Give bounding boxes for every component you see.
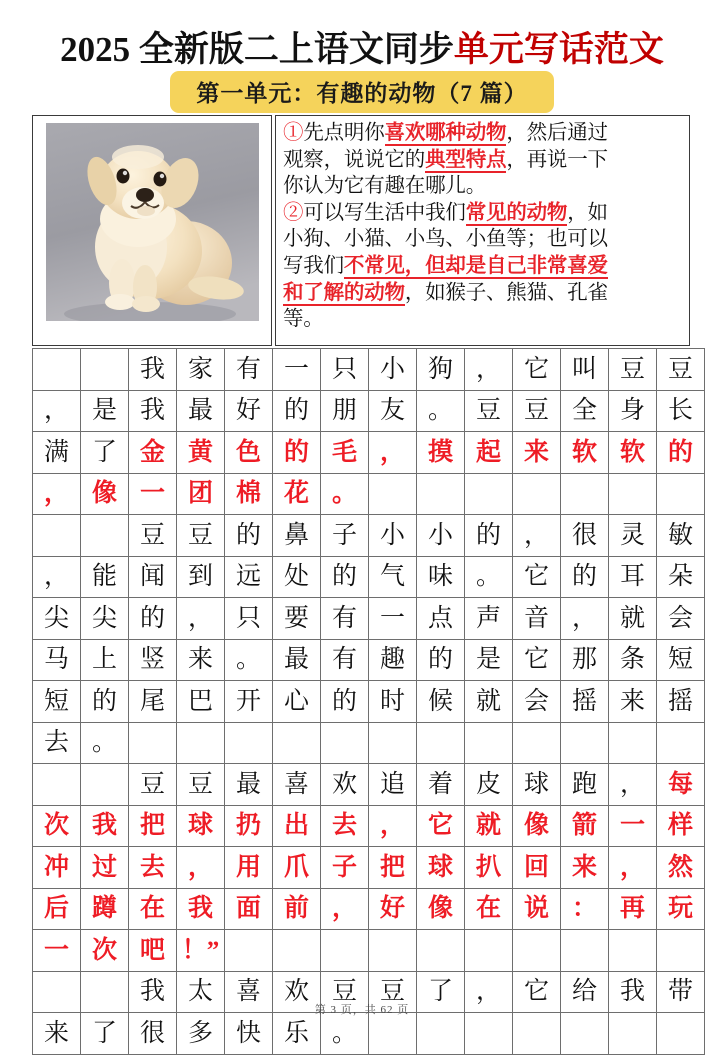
- grid-cell[interactable]: [369, 930, 417, 972]
- grid-row: [33, 1013, 705, 1055]
- grid-cell[interactable]: [369, 473, 417, 515]
- grid-row: [33, 432, 705, 474]
- grid-cell[interactable]: 来: [561, 847, 609, 889]
- puppy-photo: [46, 123, 259, 321]
- grid-row: [33, 349, 705, 391]
- grid-cell[interactable]: [369, 1013, 417, 1055]
- instruction-box: [275, 115, 690, 346]
- grid-cell[interactable]: 很: [129, 1013, 177, 1055]
- grid-row: [33, 888, 705, 930]
- grid-cell[interactable]: 家: [177, 349, 225, 391]
- grid-cell[interactable]: 很: [561, 515, 609, 557]
- grid-cell[interactable]: 的: [273, 390, 321, 432]
- grid-cell[interactable]: 团: [177, 473, 225, 515]
- grid-cell[interactable]: 最: [273, 639, 321, 681]
- grid-row: [33, 930, 705, 972]
- grid-cell[interactable]: ，: [465, 971, 513, 1013]
- grid-cell[interactable]: [513, 722, 561, 764]
- grid-cell[interactable]: 把: [369, 847, 417, 889]
- grid-cell[interactable]: 起: [465, 432, 513, 474]
- grid-cell[interactable]: 小: [417, 515, 465, 557]
- grid-cell[interactable]: 欢: [273, 971, 321, 1013]
- grid-cell[interactable]: 追: [369, 764, 417, 806]
- grid-cell[interactable]: 就: [465, 805, 513, 847]
- grid-cell[interactable]: [561, 930, 609, 972]
- grid-cell[interactable]: ，: [321, 888, 369, 930]
- grid-cell[interactable]: [609, 930, 657, 972]
- grid-cell[interactable]: 球: [177, 805, 225, 847]
- grid-cell[interactable]: 爪: [273, 847, 321, 889]
- grid-cell[interactable]: 。: [321, 473, 369, 515]
- instruction-plain: ，如: [567, 201, 608, 224]
- grid-cell[interactable]: 叫: [561, 349, 609, 391]
- grid-cell[interactable]: 会: [657, 598, 705, 640]
- grid-cell[interactable]: [417, 722, 465, 764]
- grid-cell[interactable]: 小: [369, 515, 417, 557]
- grid-cell[interactable]: 去: [321, 805, 369, 847]
- grid-cell[interactable]: 气: [369, 556, 417, 598]
- grid-cell[interactable]: 来: [609, 681, 657, 723]
- grid-cell[interactable]: 像: [513, 805, 561, 847]
- grid-cell[interactable]: [273, 722, 321, 764]
- grid-cell[interactable]: 有: [225, 349, 273, 391]
- grid-cell[interactable]: ，: [513, 515, 561, 557]
- grid-cell[interactable]: 的: [321, 556, 369, 598]
- grid-cell[interactable]: 处: [273, 556, 321, 598]
- grid-cell[interactable]: 扒: [465, 847, 513, 889]
- grid-cell[interactable]: 摇: [561, 681, 609, 723]
- grid-cell[interactable]: [417, 1013, 465, 1055]
- grid-cell[interactable]: 黄: [177, 432, 225, 474]
- instruction-plain: 你认为它有趣在哪儿。: [283, 175, 486, 198]
- instruction-plain: 观察，说说它的: [283, 148, 426, 171]
- grid-cell[interactable]: 扔: [225, 805, 273, 847]
- grid-cell[interactable]: 软: [609, 432, 657, 474]
- grid-cell[interactable]: 尖: [33, 598, 81, 640]
- grid-cell[interactable]: 要: [273, 598, 321, 640]
- grid-cell[interactable]: 一: [369, 598, 417, 640]
- grid-cell[interactable]: [321, 722, 369, 764]
- grid-cell[interactable]: 出: [273, 805, 321, 847]
- grid-cell[interactable]: ，: [177, 847, 225, 889]
- grid-cell[interactable]: 喜: [225, 971, 273, 1013]
- instruction-line: [283, 120, 682, 147]
- grid-cell[interactable]: 来: [177, 639, 225, 681]
- grid-row: [33, 598, 705, 640]
- grid-cell[interactable]: 的: [225, 515, 273, 557]
- grid-cell[interactable]: 会: [513, 681, 561, 723]
- instruction-plain: 先点明你: [303, 122, 385, 144]
- grid-cell[interactable]: [33, 515, 81, 557]
- grid-cell[interactable]: 巴: [177, 681, 225, 723]
- grid-cell[interactable]: [465, 473, 513, 515]
- instruction-line: [283, 306, 682, 333]
- grid-cell[interactable]: 球: [417, 847, 465, 889]
- grid-cell[interactable]: ，: [465, 349, 513, 391]
- grid-row: [33, 681, 705, 723]
- grid-cell[interactable]: 豆: [369, 971, 417, 1013]
- grid-cell[interactable]: 友: [369, 390, 417, 432]
- header-content-row: [32, 115, 690, 346]
- grid-cell[interactable]: 是: [465, 639, 513, 681]
- grid-cell[interactable]: ，: [561, 598, 609, 640]
- grid-cell[interactable]: 吧: [129, 930, 177, 972]
- grid-cell[interactable]: 开: [225, 681, 273, 723]
- grid-cell[interactable]: [273, 930, 321, 972]
- grid-cell[interactable]: 一: [273, 349, 321, 391]
- grid-cell[interactable]: 到: [177, 556, 225, 598]
- grid-cell[interactable]: 的: [465, 515, 513, 557]
- grid-cell[interactable]: 来: [33, 1013, 81, 1055]
- grid-cell[interactable]: [129, 722, 177, 764]
- grid-cell[interactable]: 朋: [321, 390, 369, 432]
- grid-cell[interactable]: 就: [609, 598, 657, 640]
- grid-cell[interactable]: 它: [417, 805, 465, 847]
- grid-cell[interactable]: 是: [81, 390, 129, 432]
- grid-cell[interactable]: 最: [225, 764, 273, 806]
- grid-cell[interactable]: 豆: [129, 764, 177, 806]
- grid-cell[interactable]: 过: [81, 847, 129, 889]
- grid-row: [33, 390, 705, 432]
- grid-cell[interactable]: 像: [81, 473, 129, 515]
- grid-cell[interactable]: [417, 473, 465, 515]
- unit-banner-container: [0, 71, 724, 113]
- page-title-red: 单元写话范文: [453, 30, 664, 69]
- grid-cell[interactable]: 候: [417, 681, 465, 723]
- grid-cell[interactable]: 条: [609, 639, 657, 681]
- grid-cell[interactable]: 马: [33, 639, 81, 681]
- grid-cell[interactable]: [609, 473, 657, 515]
- grid-cell[interactable]: 狗: [417, 349, 465, 391]
- grid-cell[interactable]: [513, 1013, 561, 1055]
- grid-cell[interactable]: 摸: [417, 432, 465, 474]
- grid-cell[interactable]: 尾: [129, 681, 177, 723]
- grid-cell[interactable]: 再: [609, 888, 657, 930]
- grid-cell[interactable]: 上: [81, 639, 129, 681]
- instruction-highlight: 常见的动物: [465, 201, 568, 224]
- grid-cell[interactable]: [33, 349, 81, 391]
- grid-cell[interactable]: 玩: [657, 888, 705, 930]
- grid-cell[interactable]: 的: [273, 432, 321, 474]
- grid-cell[interactable]: 全: [561, 390, 609, 432]
- grid-cell[interactable]: [513, 473, 561, 515]
- instruction-highlight: 典型特点: [425, 148, 507, 171]
- grid-cell[interactable]: 心: [273, 681, 321, 723]
- grid-cell[interactable]: 回: [513, 847, 561, 889]
- unit-banner-label: 第一单元：有趣的动物（7 篇）: [170, 71, 553, 113]
- grid-cell[interactable]: 竖: [129, 639, 177, 681]
- grid-cell[interactable]: [225, 930, 273, 972]
- grid-cell[interactable]: 。: [225, 639, 273, 681]
- page-title-black: 2025 全新版二上语文同步: [60, 30, 454, 69]
- grid-cell[interactable]: 远: [225, 556, 273, 598]
- grid-row: [33, 847, 705, 889]
- instruction-plain: ，然后通过: [506, 122, 608, 144]
- grid-cell[interactable]: 鼻: [273, 515, 321, 557]
- instruction-bullet-number: ①: [283, 122, 304, 144]
- grid-cell[interactable]: 它: [513, 971, 561, 1013]
- grid-cell[interactable]: 每: [657, 764, 705, 806]
- grid-cell[interactable]: [369, 722, 417, 764]
- grid-cell[interactable]: 朵: [657, 556, 705, 598]
- instruction-text: [283, 120, 682, 333]
- grid-cell[interactable]: [465, 722, 513, 764]
- grid-cell[interactable]: 色: [225, 432, 273, 474]
- grid-cell[interactable]: 一: [33, 930, 81, 972]
- grid-cell[interactable]: 子: [321, 847, 369, 889]
- grid-cell[interactable]: 身: [609, 390, 657, 432]
- grid-cell[interactable]: 点: [417, 598, 465, 640]
- grid-cell[interactable]: 它: [513, 556, 561, 598]
- grid-cell[interactable]: 去: [33, 722, 81, 764]
- instruction-plain: 可以写生活中我们: [303, 201, 466, 224]
- grid-cell[interactable]: ，: [33, 473, 81, 515]
- grid-cell[interactable]: 敏: [657, 515, 705, 557]
- grid-cell[interactable]: 豆: [513, 390, 561, 432]
- grid-cell[interactable]: 软: [561, 432, 609, 474]
- grid-cell[interactable]: 金: [129, 432, 177, 474]
- grid-cell[interactable]: 它: [513, 349, 561, 391]
- grid-cell[interactable]: 我: [129, 971, 177, 1013]
- grid-cell[interactable]: 喜: [273, 764, 321, 806]
- grid-cell[interactable]: 来: [513, 432, 561, 474]
- grid-cell[interactable]: 豆: [321, 971, 369, 1013]
- grid-cell[interactable]: 好: [225, 390, 273, 432]
- grid-cell[interactable]: 花: [273, 473, 321, 515]
- grid-cell[interactable]: 的: [81, 681, 129, 723]
- grid-cell[interactable]: 用: [225, 847, 273, 889]
- grid-cell[interactable]: 的: [561, 556, 609, 598]
- grid-cell[interactable]: 冲: [33, 847, 81, 889]
- grid-cell[interactable]: [177, 722, 225, 764]
- grid-cell[interactable]: 把: [129, 805, 177, 847]
- grid-cell[interactable]: 次: [33, 805, 81, 847]
- grid-cell[interactable]: 前: [273, 888, 321, 930]
- grid-cell[interactable]: ，: [369, 432, 417, 474]
- grid-cell[interactable]: [81, 515, 129, 557]
- grid-cell[interactable]: 。: [321, 1013, 369, 1055]
- grid-cell[interactable]: 就: [465, 681, 513, 723]
- grid-cell[interactable]: 的: [417, 639, 465, 681]
- grid-cell[interactable]: 的: [321, 681, 369, 723]
- grid-row: [33, 515, 705, 557]
- instruction-plain: ，再说一下: [506, 148, 608, 171]
- grid-cell[interactable]: 豆: [657, 349, 705, 391]
- grid-cell[interactable]: 短: [33, 681, 81, 723]
- grid-cell[interactable]: 多: [177, 1013, 225, 1055]
- grid-cell[interactable]: 我: [609, 971, 657, 1013]
- grid-cell[interactable]: ！”: [177, 930, 225, 972]
- grid-cell[interactable]: 在: [465, 888, 513, 930]
- grid-cell[interactable]: 皮: [465, 764, 513, 806]
- grid-cell[interactable]: ，: [609, 847, 657, 889]
- page-title: [0, 22, 724, 72]
- grid-cell[interactable]: 去: [129, 847, 177, 889]
- writing-grid: [32, 348, 705, 1055]
- grid-cell[interactable]: 。: [81, 722, 129, 764]
- grid-cell[interactable]: 一: [129, 473, 177, 515]
- grid-cell[interactable]: 了: [417, 971, 465, 1013]
- grid-cell[interactable]: 最: [177, 390, 225, 432]
- grid-cell[interactable]: 好: [369, 888, 417, 930]
- grid-cell[interactable]: ：: [561, 888, 609, 930]
- grid-cell[interactable]: 后: [33, 888, 81, 930]
- grid-cell[interactable]: 次: [81, 930, 129, 972]
- grid-cell[interactable]: 豆: [129, 515, 177, 557]
- grid-row: [33, 764, 705, 806]
- puppy-photo-illustration: [46, 123, 259, 321]
- grid-cell[interactable]: 毛: [321, 432, 369, 474]
- grid-cell[interactable]: 箭: [561, 805, 609, 847]
- grid-cell[interactable]: ，: [609, 764, 657, 806]
- instruction-line: [283, 253, 682, 280]
- grid-row: [33, 722, 705, 764]
- grid-cell[interactable]: 太: [177, 971, 225, 1013]
- grid-cell[interactable]: 的: [657, 432, 705, 474]
- grid-cell[interactable]: 摇: [657, 681, 705, 723]
- grid-cell[interactable]: 在: [129, 888, 177, 930]
- grid-cell[interactable]: 我: [177, 888, 225, 930]
- grid-cell[interactable]: ，: [33, 390, 81, 432]
- instruction-bullet-number: ②: [283, 201, 304, 224]
- grid-cell[interactable]: 说: [513, 888, 561, 930]
- grid-row: [33, 473, 705, 515]
- instruction-highlight: 和了解的动物: [283, 281, 405, 304]
- grid-cell[interactable]: 欢: [321, 764, 369, 806]
- grid-cell[interactable]: 的: [129, 598, 177, 640]
- instruction-line: [283, 280, 682, 307]
- grid-cell[interactable]: 我: [129, 349, 177, 391]
- grid-cell[interactable]: [609, 722, 657, 764]
- grid-cell[interactable]: [321, 930, 369, 972]
- grid-cell[interactable]: 带: [657, 971, 705, 1013]
- grid-cell[interactable]: 乐: [273, 1013, 321, 1055]
- grid-cell[interactable]: 满: [33, 432, 81, 474]
- grid-cell[interactable]: [465, 1013, 513, 1055]
- grid-cell[interactable]: 灵: [609, 515, 657, 557]
- grid-cell[interactable]: [657, 1013, 705, 1055]
- grid-cell[interactable]: 豆: [465, 390, 513, 432]
- grid-row: [33, 639, 705, 681]
- photo-cell: [32, 115, 272, 346]
- grid-cell[interactable]: [33, 764, 81, 806]
- page-footer: 第 3 页，共 62 页: [314, 1004, 410, 1016]
- instruction-plain: ，如猴子、熊猫、孔雀: [404, 281, 608, 304]
- grid-cell[interactable]: ，: [177, 598, 225, 640]
- grid-cell[interactable]: 有: [321, 639, 369, 681]
- grid-cell[interactable]: 那: [561, 639, 609, 681]
- grid-cell[interactable]: 豆: [609, 349, 657, 391]
- grid-cell[interactable]: [561, 1013, 609, 1055]
- grid-cell[interactable]: 棉: [225, 473, 273, 515]
- grid-cell[interactable]: 像: [417, 888, 465, 930]
- grid-cell[interactable]: [561, 473, 609, 515]
- grid-cell[interactable]: 耳: [609, 556, 657, 598]
- grid-cell[interactable]: 有: [321, 598, 369, 640]
- grid-cell[interactable]: 只: [225, 598, 273, 640]
- grid-cell[interactable]: 豆: [177, 764, 225, 806]
- grid-cell[interactable]: ，: [33, 556, 81, 598]
- grid-cell[interactable]: [417, 930, 465, 972]
- grid-cell[interactable]: 快: [225, 1013, 273, 1055]
- grid-cell[interactable]: 长: [657, 390, 705, 432]
- grid-cell[interactable]: 味: [417, 556, 465, 598]
- instruction-plain: 写我们: [283, 254, 344, 277]
- grid-cell[interactable]: [225, 722, 273, 764]
- instruction-plain: 小狗、小猫、小鸟、小鱼等；也可以: [283, 228, 608, 251]
- grid-cell[interactable]: [609, 1013, 657, 1055]
- instruction-line: [283, 173, 682, 200]
- grid-cell[interactable]: [561, 722, 609, 764]
- instruction-line: [283, 147, 682, 174]
- grid-cell[interactable]: ，: [369, 805, 417, 847]
- instruction-plain: 等。: [283, 308, 324, 331]
- grid-cell[interactable]: 闻: [129, 556, 177, 598]
- grid-cell[interactable]: 只: [321, 349, 369, 391]
- grid-cell[interactable]: 时: [369, 681, 417, 723]
- grid-cell[interactable]: 着: [417, 764, 465, 806]
- grid-cell[interactable]: 声: [465, 598, 513, 640]
- grid-cell[interactable]: 了: [81, 1013, 129, 1055]
- grid-cell[interactable]: 音: [513, 598, 561, 640]
- grid-row: [33, 805, 705, 847]
- grid-cell[interactable]: 短: [657, 639, 705, 681]
- instruction-highlight: 喜欢哪种动物: [384, 122, 507, 144]
- grid-cell[interactable]: 我: [129, 390, 177, 432]
- grid-cell[interactable]: 。: [417, 390, 465, 432]
- grid-cell[interactable]: 面: [225, 888, 273, 930]
- grid-cell[interactable]: 球: [513, 764, 561, 806]
- grid-cell[interactable]: 了: [81, 432, 129, 474]
- grid-cell[interactable]: 一: [609, 805, 657, 847]
- grid-cell[interactable]: [513, 930, 561, 972]
- grid-cell[interactable]: 然: [657, 847, 705, 889]
- grid-cell[interactable]: 跑: [561, 764, 609, 806]
- grid-cell[interactable]: 豆: [177, 515, 225, 557]
- grid-row: [33, 556, 705, 598]
- grid-cell[interactable]: 。: [465, 556, 513, 598]
- grid-cell[interactable]: 它: [513, 639, 561, 681]
- grid-cell[interactable]: [657, 473, 705, 515]
- grid-cell[interactable]: 趣: [369, 639, 417, 681]
- grid-cell[interactable]: [657, 930, 705, 972]
- grid-cell[interactable]: 我: [81, 805, 129, 847]
- grid-cell[interactable]: 小: [369, 349, 417, 391]
- grid-cell[interactable]: 尖: [81, 598, 129, 640]
- instruction-line: [283, 200, 682, 227]
- grid-cell[interactable]: 样: [657, 805, 705, 847]
- grid-cell[interactable]: [81, 349, 129, 391]
- instruction-line: [283, 226, 682, 253]
- grid-cell[interactable]: 能: [81, 556, 129, 598]
- grid-cell[interactable]: 给: [561, 971, 609, 1013]
- grid-cell[interactable]: [465, 930, 513, 972]
- grid-cell[interactable]: [657, 722, 705, 764]
- grid-cell[interactable]: [81, 764, 129, 806]
- instruction-highlight: 不常见，但却是自己非常喜爱: [343, 254, 608, 277]
- grid-cell[interactable]: 蹲: [81, 888, 129, 930]
- grid-cell[interactable]: 子: [321, 515, 369, 557]
